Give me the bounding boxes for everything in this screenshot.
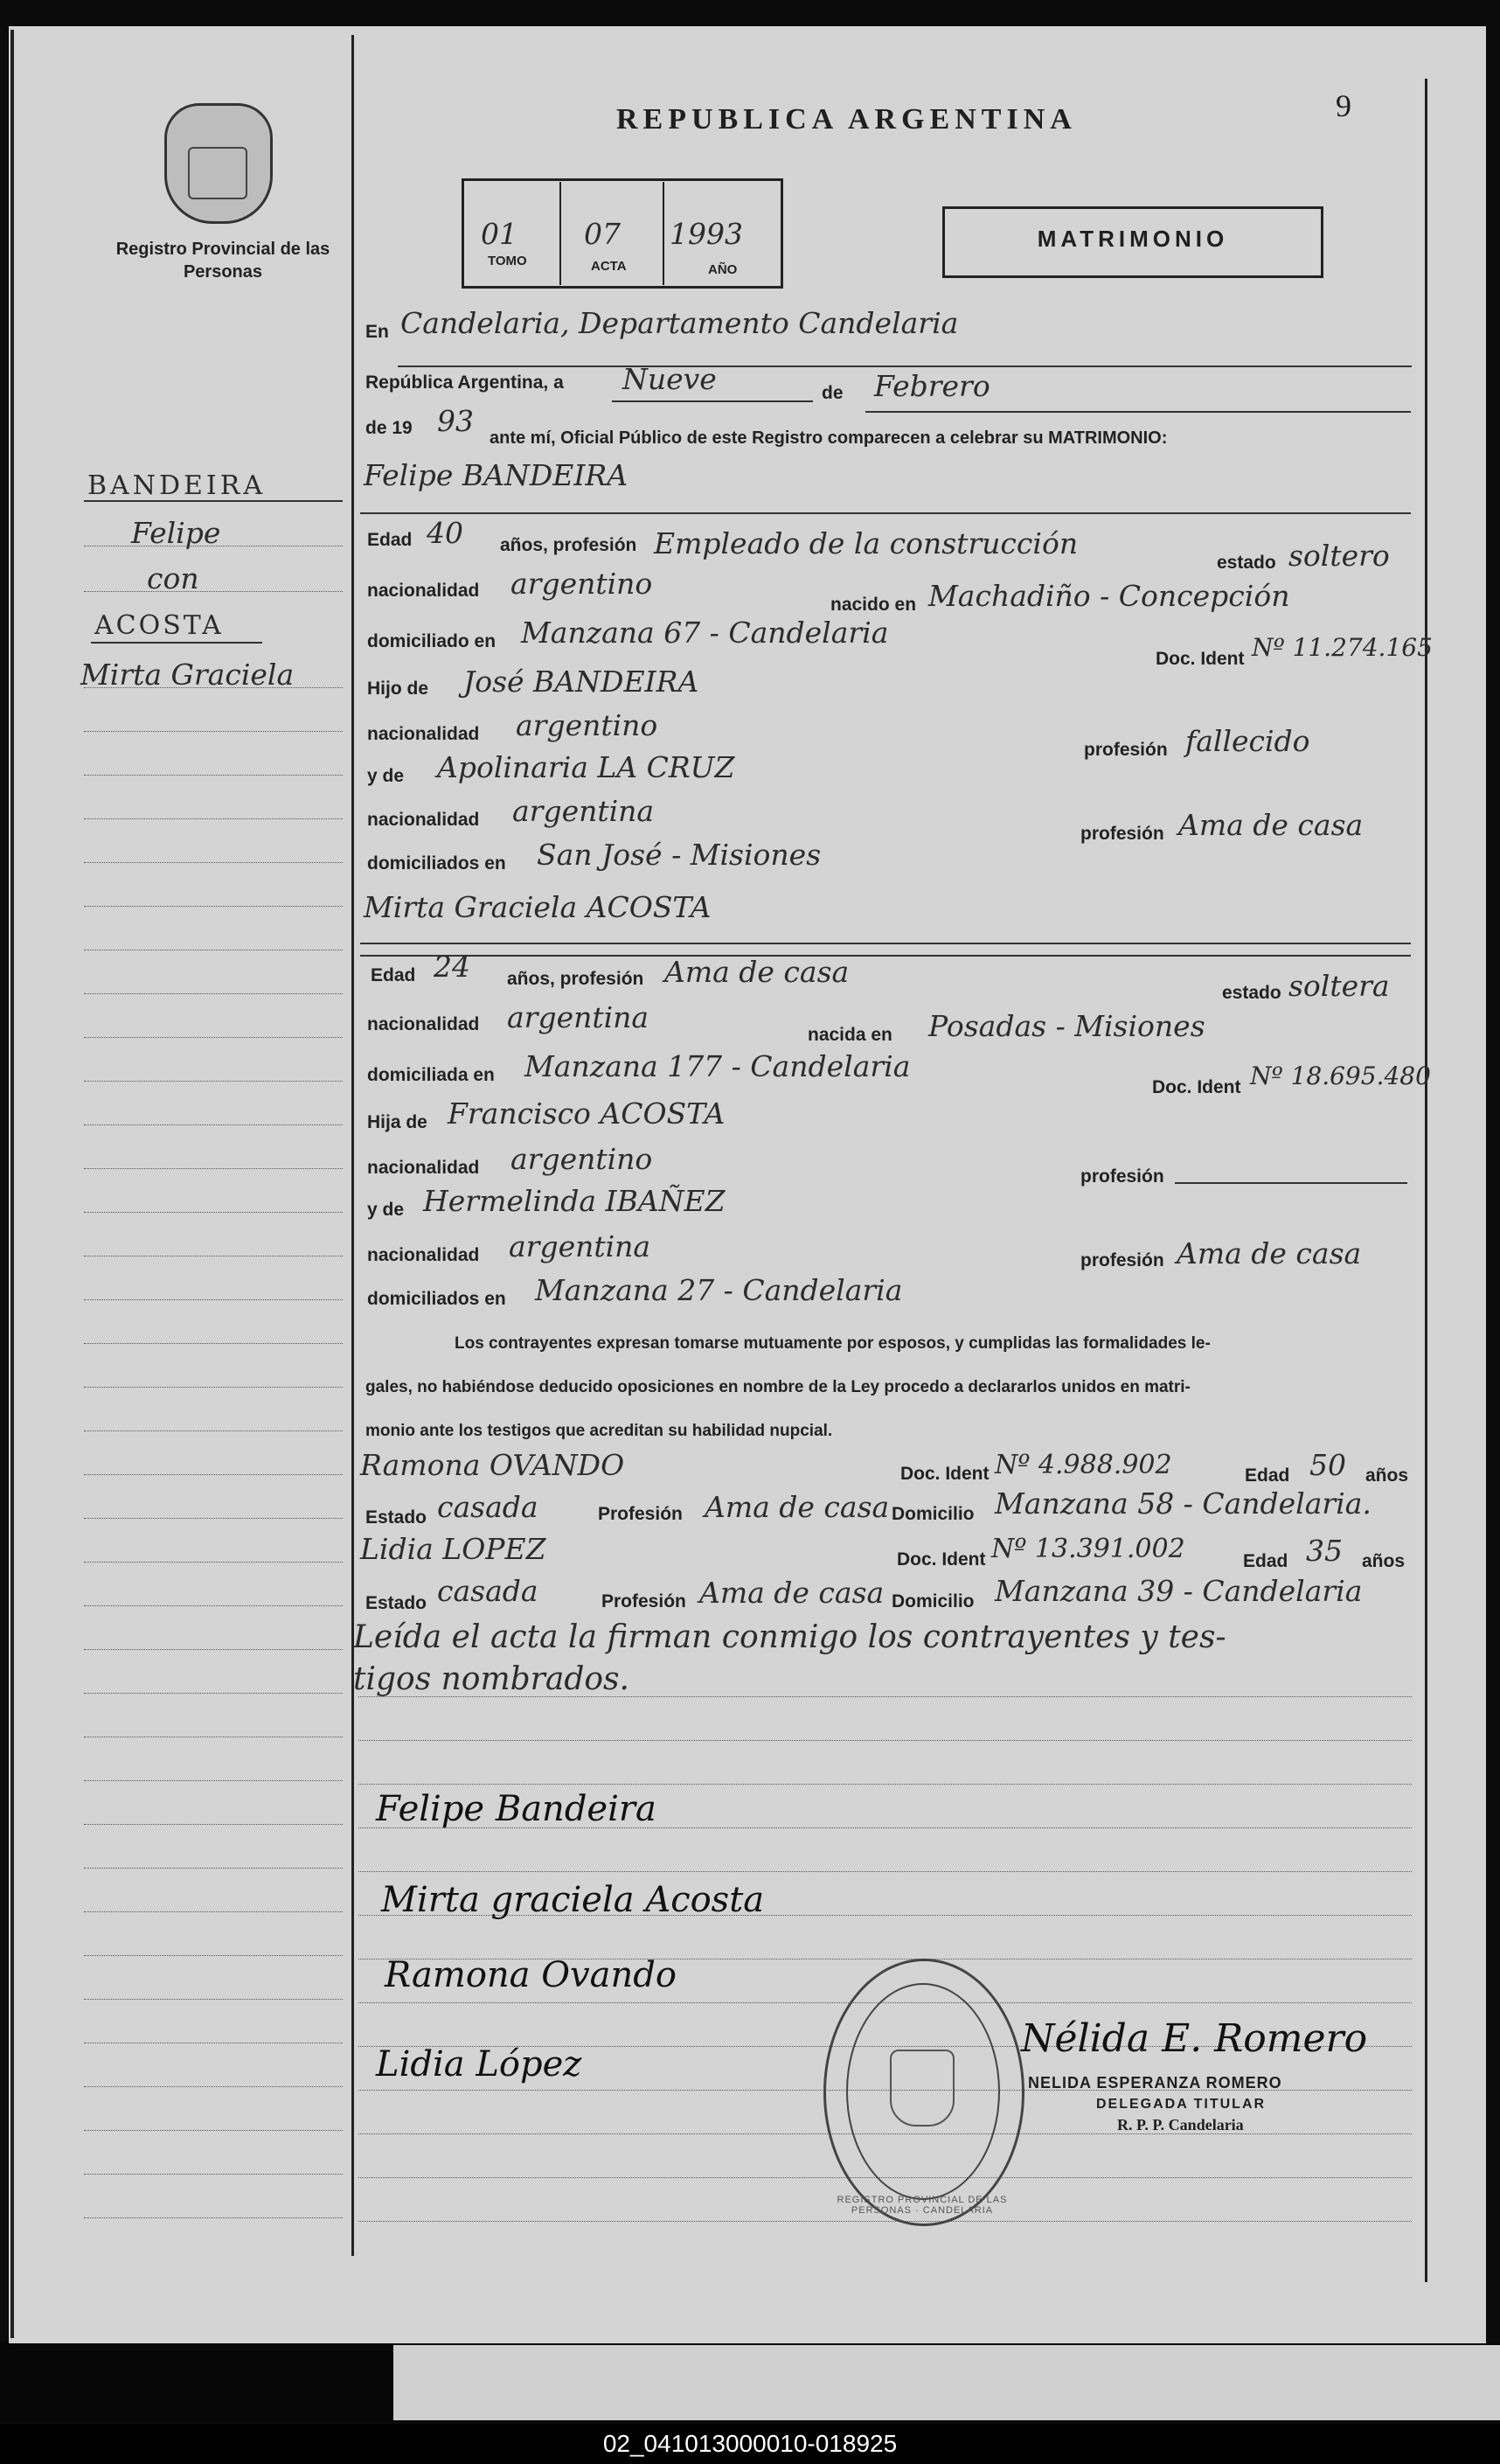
label-nacionalidad: nacionalidad — [367, 581, 480, 601]
seal-text: REGISTRO PROVINCIAL DE LAS PERSONAS · CANDELARIA — [837, 2195, 1008, 2216]
signature-rule — [358, 1784, 1412, 1785]
groom-mother: Apolinaria LA CRUZ — [437, 750, 735, 784]
label-bride-father-nationality: nacionalidad — [367, 1158, 480, 1178]
margin-groom-surname: BANDEIRA — [87, 470, 267, 501]
groom-parents-domicile: San José - Misiones — [537, 838, 822, 872]
witness-2-profession: Ama de casa — [699, 1576, 885, 1610]
label-bride-anos-profesion: años, profesión — [507, 969, 644, 989]
official-signature: Nélida E. Romero — [1021, 2016, 1368, 2061]
label-witness-1-anos: años — [1365, 1465, 1409, 1486]
bride-doc: Nº 18.695.480 — [1250, 1061, 1431, 1090]
bride-estado: soltera — [1288, 969, 1390, 1003]
margin-rule — [84, 1518, 343, 1519]
official-title: DELEGADA TITULAR — [1096, 2097, 1267, 2112]
margin-rule — [84, 1430, 343, 1431]
margin-rule — [84, 1387, 343, 1388]
bride-profession: Ama de casa — [664, 955, 850, 989]
margin-rule — [84, 1824, 343, 1825]
label-witness-2-estado: Estado — [365, 1593, 427, 1613]
groom-name-line — [360, 512, 1411, 514]
margin-rule — [84, 1562, 343, 1563]
country-heading: REPUBLICA ARGENTINA — [616, 103, 1077, 136]
page-number: 9 — [1336, 88, 1351, 123]
label-witness-2-edad: Edad — [1243, 1551, 1288, 1571]
label-bride-nacionalidad: nacionalidad — [367, 1014, 480, 1034]
witness-1-signature: Ramona Ovando — [385, 1955, 677, 1995]
margin-rule — [84, 1299, 343, 1300]
bride-father: Francisco ACOSTA — [448, 1096, 726, 1131]
label-y-de: y de — [367, 766, 405, 786]
margin-rule — [84, 1911, 343, 1912]
witness-2-name: Lidia LOPEZ — [360, 1532, 546, 1566]
label-nacida-en: nacida en — [808, 1025, 892, 1045]
bride-domicile: Manzana 177 - Candelaria — [524, 1049, 911, 1083]
record-box-divider — [559, 182, 561, 285]
margin-rule — [84, 2174, 343, 2175]
acta-value: 07 — [584, 217, 621, 251]
witness-1-doc: Nº 4.988.902 — [995, 1450, 1172, 1480]
margin-rule — [84, 1955, 343, 1956]
month-line — [865, 411, 1411, 413]
margin-rule — [84, 2130, 343, 2131]
label-father-nationality: nacionalidad — [367, 724, 480, 744]
label-witness-1-estado: Estado — [365, 1507, 427, 1528]
declaration-line-1: Los contrayentes expresan tomarse mutuamente por esposos, y cumplidas las formalidades le- — [455, 1334, 1211, 1353]
margin-rule — [84, 731, 343, 732]
groom-age: 40 — [427, 516, 463, 550]
margin-rule — [84, 1780, 343, 1781]
registry-name: Registro Provincial de las Personas — [115, 240, 330, 282]
label-bride-doc-ident: Doc. Ident — [1152, 1077, 1241, 1097]
label-en: En — [365, 322, 389, 342]
margin-con: con — [147, 561, 199, 595]
groom-born-in: Machadiño - Concepción — [928, 579, 1290, 613]
place: Candelaria, Departamento Candelaria — [400, 306, 959, 340]
record-box-divider — [663, 182, 664, 285]
label-witness-2-doc: Doc. Ident — [897, 1549, 986, 1570]
acta-label: ACTA — [591, 259, 627, 274]
bride-born-in: Posadas - Misiones — [928, 1009, 1205, 1043]
groom-estado: soltero — [1288, 539, 1390, 573]
margin-rule — [84, 1168, 343, 1169]
groom-name: Felipe BANDEIRA — [364, 458, 628, 492]
right-border — [1425, 79, 1427, 2282]
signature-rule — [358, 1696, 1412, 1697]
bride-nationality: argentina — [507, 1000, 649, 1034]
margin-bride-surname: ACOSTA — [94, 610, 224, 641]
margin-rule — [84, 1037, 343, 1038]
label-witness-1-doc: Doc. Ident — [900, 1464, 990, 1484]
groom-mother-profession: Ama de casa — [1178, 808, 1364, 842]
official-office: R. P. P. Candelaria — [1117, 2116, 1244, 2133]
witness-2-estado: casada — [437, 1574, 538, 1608]
scan-underlay — [393, 2345, 1500, 2420]
page-edge — [10, 30, 14, 2338]
margin-rule — [84, 1343, 343, 1344]
ano-value: 1993 — [670, 217, 743, 251]
bride-mother: Hermelinda IBAÑEZ — [423, 1184, 726, 1218]
bride-name: Mirta Graciela ACOSTA — [364, 890, 712, 924]
ano-label: AÑO — [708, 262, 738, 277]
bride-signature: Mirta graciela Acosta — [381, 1880, 765, 1920]
label-bride-estado: estado — [1222, 983, 1281, 1003]
margin-rule — [84, 1693, 343, 1694]
column-divider — [351, 35, 354, 2256]
groom-mother-nationality: argentina — [512, 794, 655, 828]
groom-profession: Empleado de la construcción — [654, 526, 1079, 560]
label-bride-domiciliados-en: domiciliados en — [367, 1289, 506, 1309]
witness-1-domicile: Manzana 58 - Candelaria. — [995, 1486, 1372, 1521]
bride-father-profession-line — [1175, 1182, 1407, 1184]
day-line — [612, 400, 813, 402]
groom-father: José BANDEIRA — [463, 665, 699, 699]
groom-signature: Felipe Bandeira — [376, 1789, 656, 1829]
margin-rule — [84, 2217, 343, 2218]
groom-father-nationality: argentino — [516, 708, 658, 742]
label-ante-mi: ante mí, Oficial Público de este Registro comparecen a celebrar su MATRIMONIO: — [490, 428, 1168, 448]
label-witness-1-domicilio: Domicilio — [892, 1504, 975, 1524]
signature-rule — [358, 1871, 1412, 1872]
bride-mother-profession: Ama de casa — [1177, 1236, 1362, 1270]
margin-rule — [84, 591, 343, 592]
groom-nationality: argentino — [510, 567, 653, 601]
label-anos-profesion: años, profesión — [500, 535, 637, 555]
witness-1-profession: Ama de casa — [705, 1490, 890, 1524]
day: Nueve — [622, 362, 717, 396]
margin-rule — [84, 687, 343, 688]
tomo-label: TOMO — [488, 254, 527, 268]
act-type: MATRIMONIO — [1037, 226, 1229, 252]
official-name: NELIDA ESPERANZA ROMERO — [1028, 2074, 1282, 2092]
witness-2-signature: Lidia López — [376, 2044, 582, 2085]
label-bride-edad: Edad — [371, 965, 416, 985]
margin-bride-name: Mirta Graciela — [80, 658, 295, 692]
label-edad: Edad — [367, 530, 413, 550]
label-hija-de: Hija de — [367, 1112, 427, 1132]
label-de: de — [822, 383, 844, 403]
label-witness-1-profesion: Profesión — [598, 1504, 683, 1524]
witness-2-doc: Nº 13.391.002 — [991, 1534, 1185, 1564]
label-republica: República Argentina, a — [365, 372, 564, 393]
label-bride-mother-profession: profesión — [1080, 1250, 1164, 1270]
signature-rule — [358, 1740, 1412, 1741]
emblem-shield-icon — [188, 147, 247, 199]
margin-rule — [84, 1124, 343, 1125]
document-page — [9, 26, 1486, 2343]
seal-emblem-icon — [890, 2050, 955, 2126]
label-bride-y-de: y de — [367, 1200, 405, 1220]
declaration-line-3: monio ante los testigos que acreditan su habilidad nupcial. — [365, 1422, 833, 1440]
witness-1-name: Ramona OVANDO — [360, 1448, 625, 1482]
bride-name-line — [360, 943, 1411, 944]
declaration-line-2: gales, no habiéndose deducido oposiciones en nombre de la Ley procedo a declararlos unidos en matri- — [365, 1378, 1191, 1396]
label-witness-2-domicilio: Domicilio — [892, 1591, 975, 1611]
groom-father-profession: fallecido — [1185, 724, 1310, 758]
file-caption: 02_041013000010-018925 — [0, 2424, 1500, 2464]
label-estado: estado — [1217, 553, 1276, 573]
tomo-value: 01 — [481, 217, 517, 251]
bride-parents-domicile: Manzana 27 - Candelaria — [535, 1273, 903, 1307]
witness-1-age: 50 — [1309, 1448, 1346, 1482]
bride-mother-nationality: argentina — [509, 1229, 651, 1263]
bride-father-nationality: argentino — [510, 1142, 653, 1176]
closing-line-2: tigos nombrados. — [353, 1661, 629, 1697]
label-domiciliados-en: domiciliados en — [367, 853, 506, 874]
margin-rule — [84, 818, 343, 819]
margin-rule — [84, 775, 343, 776]
label-father-profession: profesión — [1084, 740, 1168, 760]
label-mother-profession: profesión — [1080, 824, 1164, 844]
label-doc-ident: Doc. Ident — [1156, 649, 1245, 669]
label-domiciliada-en: domiciliada en — [367, 1065, 495, 1085]
closing-line-1: Leída el acta la firman conmigo los contrayentes y tes- — [353, 1619, 1226, 1655]
place-line — [398, 365, 1412, 367]
signature-rule — [358, 2221, 1412, 2222]
witness-1-estado: casada — [437, 1490, 538, 1524]
groom-doc: Nº 11.274.165 — [1252, 633, 1433, 662]
margin-rule — [84, 1999, 343, 2000]
label-nacido-en: nacido en — [830, 595, 917, 615]
margin-rule — [84, 906, 343, 907]
label-witness-2-anos: años — [1362, 1551, 1406, 1571]
bride-name-line — [360, 955, 1411, 957]
margin-rule — [84, 993, 343, 994]
margin-rule — [84, 1868, 343, 1869]
label-bride-mother-nationality: nacionalidad — [367, 1245, 480, 1265]
label-de-19: de 19 — [365, 418, 413, 438]
margin-groom-name: Felipe — [131, 516, 221, 550]
label-witness-2-profesion: Profesión — [601, 1591, 686, 1611]
margin-rule — [84, 1649, 343, 1650]
margin-rule — [84, 2086, 343, 2087]
label-witness-1-edad: Edad — [1245, 1465, 1290, 1486]
margin-rule — [84, 1081, 343, 1082]
groom-domicile: Manzana 67 - Candelaria — [521, 616, 889, 650]
year: 93 — [437, 404, 474, 438]
label-mother-nationality: nacionalidad — [367, 810, 480, 830]
bride-age: 24 — [434, 950, 470, 984]
margin-rule — [84, 1212, 343, 1213]
margin-underline — [84, 500, 343, 502]
margin-rule — [84, 1605, 343, 1606]
margin-rule — [84, 1474, 343, 1475]
witness-2-domicile: Manzana 39 - Candelaria — [995, 1574, 1363, 1608]
month: Febrero — [874, 369, 990, 403]
label-bride-father-profession: profesión — [1080, 1166, 1164, 1187]
label-hijo-de: Hijo de — [367, 679, 429, 699]
margin-rule — [84, 862, 343, 863]
witness-2-age: 35 — [1306, 1534, 1343, 1568]
margin-underline — [91, 642, 262, 644]
label-domiciliado-en: domiciliado en — [367, 631, 497, 651]
